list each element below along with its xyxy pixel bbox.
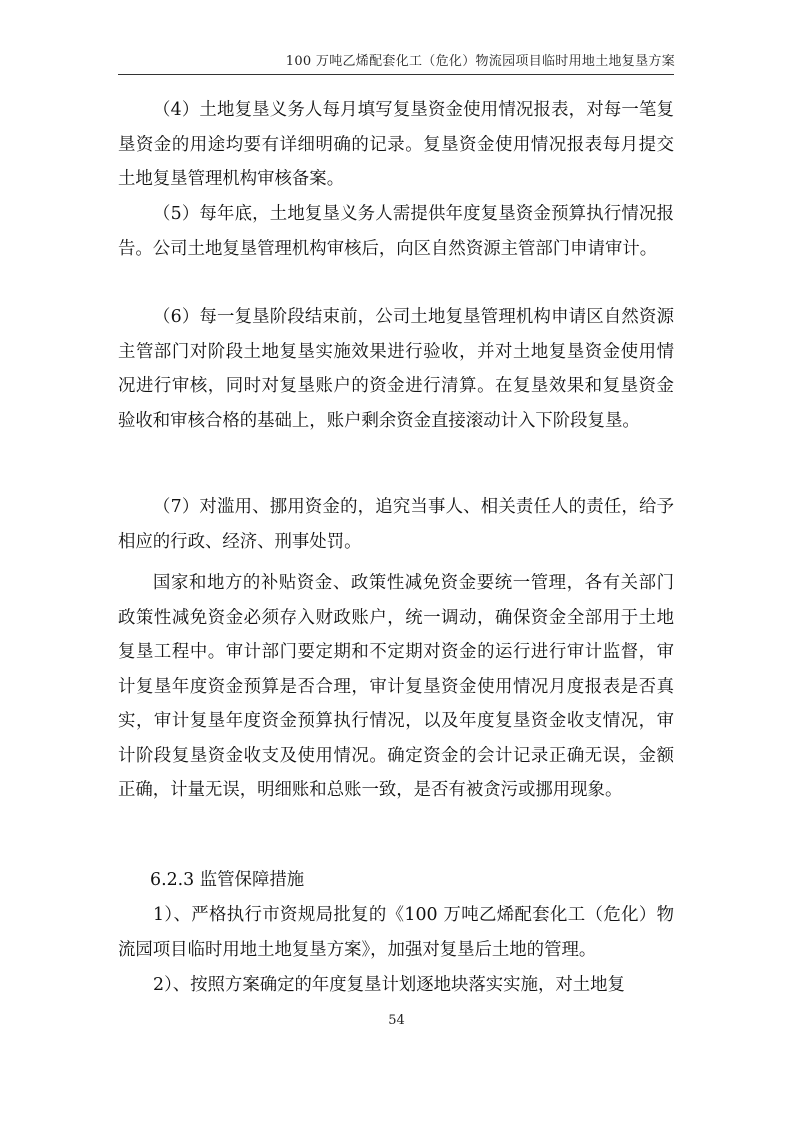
section-heading: 6.2.3 监管保障措施 — [150, 870, 305, 890]
paragraph-item-6: （6）每一复垦阶段结束前，公司土地复垦管理机构申请区自然资源主管部门对阶段土地复垦实施效果进行验收，并对土地复垦资金使用情况进行审核，同时对复垦账户的资金进行清算。在复垦效果和复垦资金验收和审核合格的基础上，账户剩余资金直接滚动计入下阶段复垦。 — [118, 307, 674, 431]
page-number: 54 — [388, 1013, 405, 1028]
section-paragraph-2: 2）、按照方案确定的年度复垦计划逐地块落实实施，对土地复 — [153, 975, 625, 995]
paragraph-item-5: （5）每年底，土地复垦义务人需提供年度复垦资金预算执行情况报告。公司土地复垦管理机构审核后，向区自然资源主管部门申请审计。 — [118, 204, 674, 259]
paragraph-funds-audit: 国家和地方的补贴资金、政策性减免资金要统一管理，各有关部门政策性减免资金必须存入财政账户，统一调动，确保资金全部用于土地复垦工程中。审计部门要定期和不定期对资金的运行进行审计监督，审计复垦年度资金预算是否合理，审计复垦资金使用情况月度报表是否真实，审计复垦年度资金预算执行情况，以及年度复垦资金收支情况，审计阶段复垦资金收支及使用情况。确定资金的会计记录正确无误，金额正确，计量无误，明细账和总账一致，是否有被贪污或挪用现象。 — [118, 573, 674, 800]
running-header: 100 万吨乙烯配套化工（危化）物流园项目临时用地土地复垦方案 — [285, 54, 675, 69]
section-paragraph-1: 1）、严格执行市资规局批复的《100 万吨乙烯配套化工（危化）物流园项目临时用地土地复垦方案》，加强对复垦后土地的管理。 — [118, 905, 674, 960]
header-divider — [118, 74, 674, 75]
paragraph-item-4: （4）土地复垦义务人每月填写复垦资金使用情况报表，对每一笔复垦资金的用途均要有详细明确的记录。复垦资金使用情况报表每月提交土地复垦管理机构审核备案。 — [118, 100, 674, 189]
paragraph-item-7: （7）对滥用、挪用资金的，追究当事人、相关责任人的责任，给予相应的行政、经济、刑事处罚。 — [118, 497, 674, 552]
